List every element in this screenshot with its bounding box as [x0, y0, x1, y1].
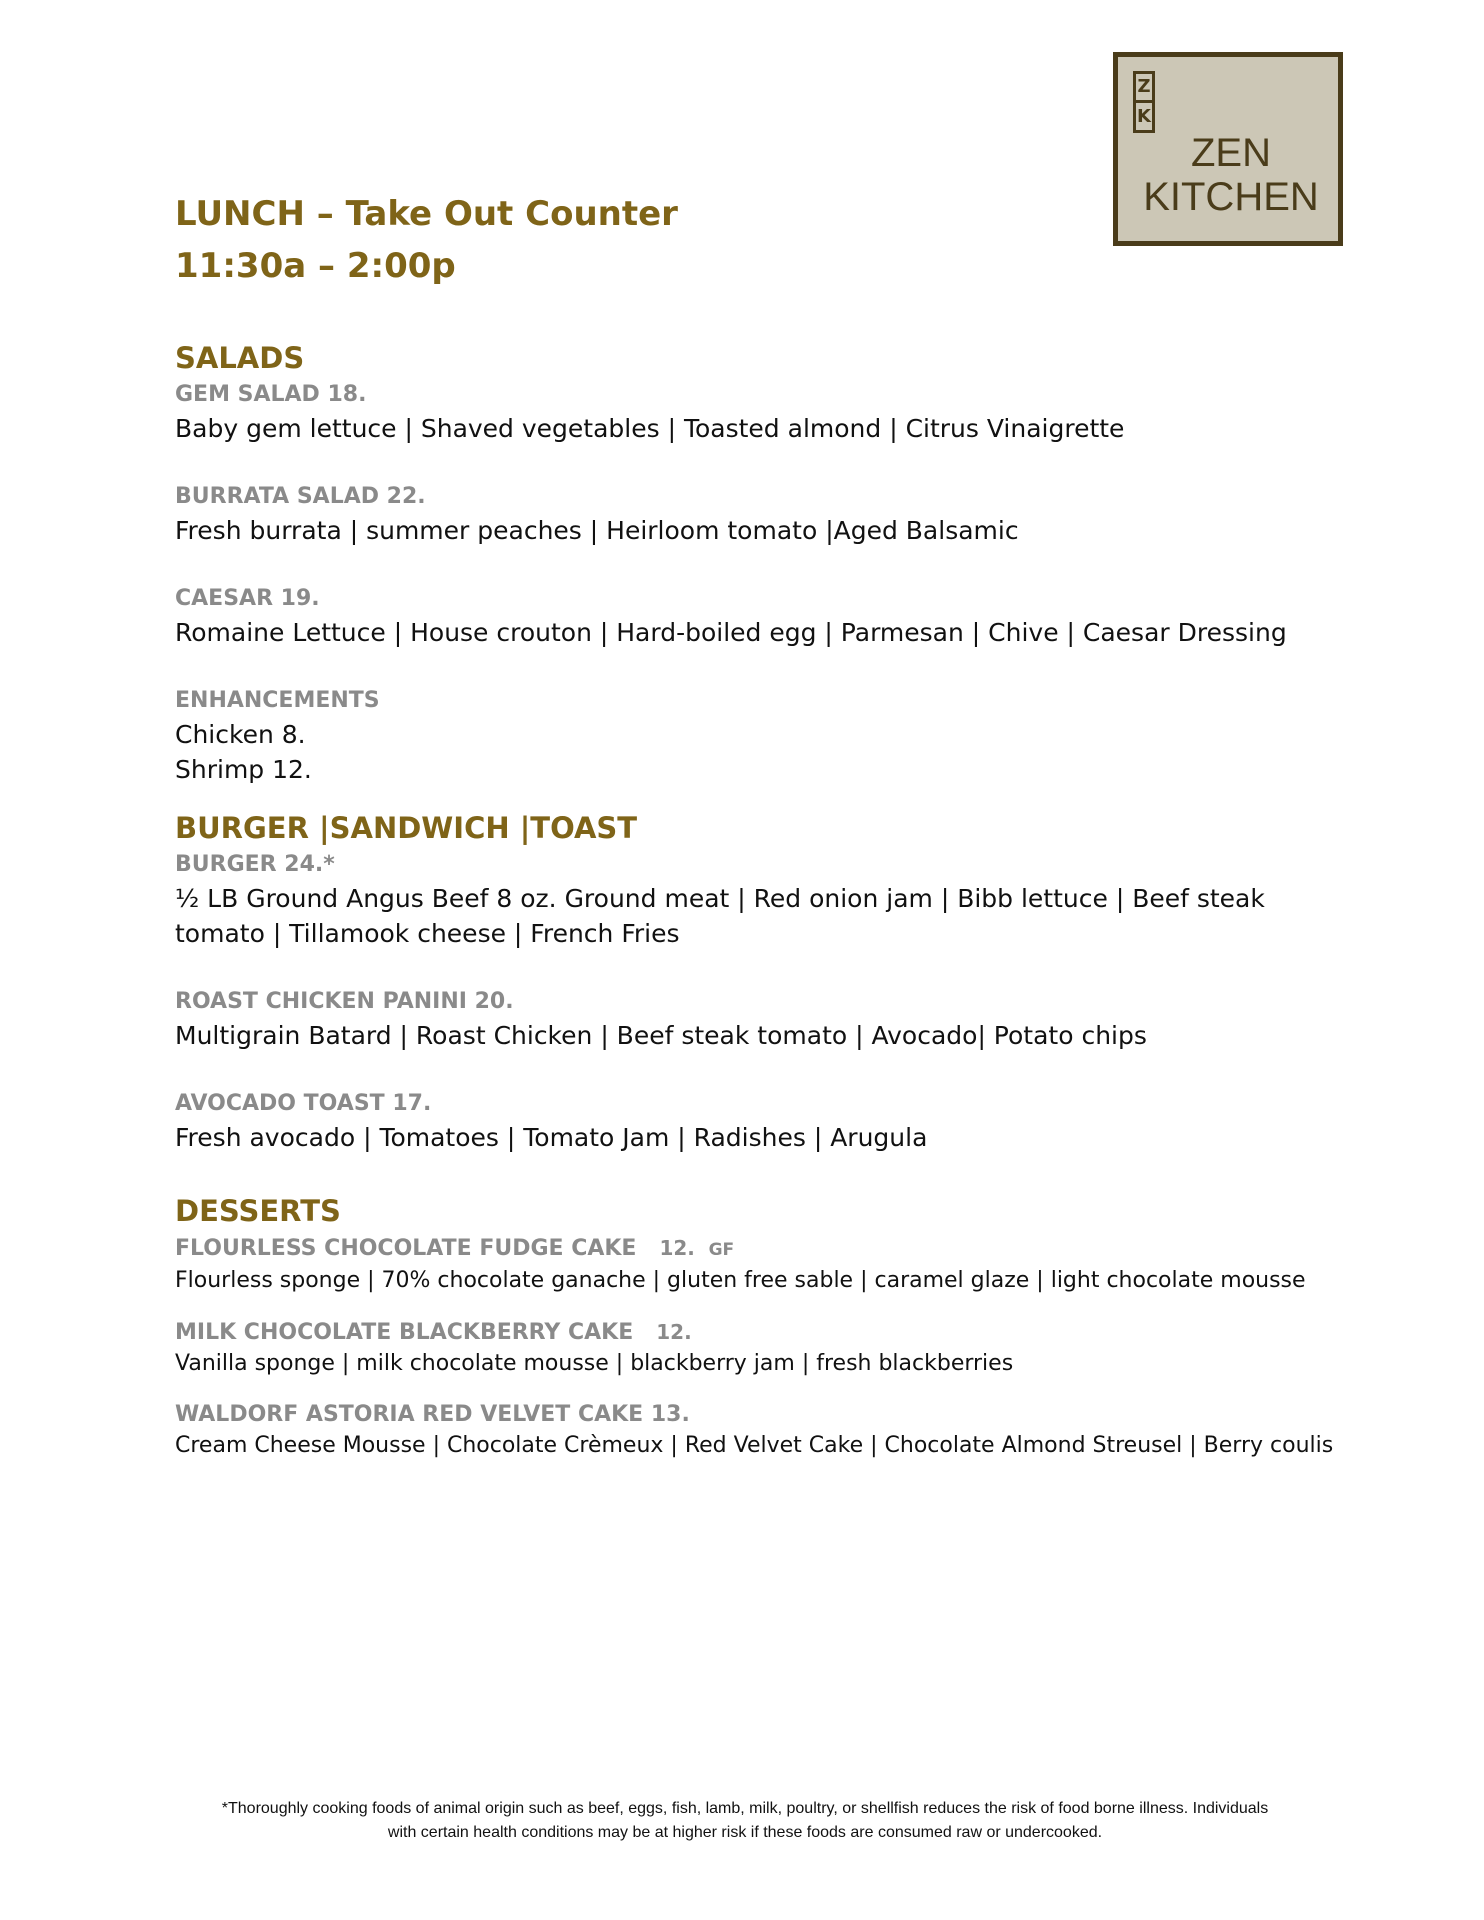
item-name-text: FLOURLESS CHOCOLATE FUDGE CAKE — [175, 1236, 637, 1261]
item-description: Vanilla sponge | milk chocolate mousse | blackberry jam | fresh blackberries — [175, 1351, 1014, 1376]
item-name: CAESAR 19. — [175, 586, 320, 611]
logo-monogram-z: Z — [1136, 74, 1152, 103]
item-description: Cream Cheese Mousse | Chocolate Crèmeux | Red Velvet Cake | Chocolate Almond Streusel | Berry coulis — [175, 1433, 1334, 1458]
item-description: Multigrain Batard | Roast Chicken | Beef steak tomato | Avocado| Potato chips — [175, 1021, 1147, 1050]
section-title-burger: BURGER |SANDWICH |TOAST — [175, 811, 638, 845]
burger-section — [175, 807, 1355, 1155]
menu-item — [175, 1316, 1355, 1379]
menu-item — [175, 583, 1355, 650]
item-name: WALDORF ASTORIA RED VELVET CAKE 13. — [175, 1402, 690, 1427]
menu-hours: 11:30a – 2:00p — [175, 246, 456, 286]
item-name — [175, 1316, 1355, 1349]
item-description: Fresh avocado | Tomatoes | Tomato Jam | Radishes | Arugula — [175, 1123, 928, 1152]
menu-content — [175, 337, 1355, 1481]
food-safety-footnote — [150, 1797, 1340, 1845]
logo-monogram — [1133, 71, 1155, 133]
zen-kitchen-logo — [1113, 52, 1343, 246]
menu-header — [175, 188, 678, 292]
item-price: 12. — [659, 1236, 695, 1260]
enhancements — [175, 685, 1355, 787]
item-description: Baby gem lettuce | Shaved vegetables | Toasted almond | Citrus Vinaigrette — [175, 414, 1125, 443]
item-name: ROAST CHICKEN PANINI 20. — [175, 989, 514, 1014]
menu-item — [175, 849, 1355, 951]
section-title-desserts: DESSERTS — [175, 1194, 341, 1228]
enhancements-title: ENHANCEMENTS — [175, 688, 380, 713]
item-name — [175, 1232, 1355, 1266]
item-name: GEM SALAD 18. — [175, 382, 367, 407]
item-name: BURRATA SALAD 22. — [175, 484, 426, 509]
logo-word-zen: ZEN — [1191, 131, 1271, 175]
menu-item — [175, 379, 1355, 446]
section-title-salads: SALADS — [175, 341, 305, 375]
item-price: 12. — [656, 1320, 692, 1344]
salads-section — [175, 337, 1355, 787]
logo-word-kitchen: KITCHEN — [1143, 175, 1319, 219]
enhancement-line: Shrimp 12. — [175, 755, 312, 784]
item-description: Fresh burrata | summer peaches | Heirloom tomato |Aged Balsamic — [175, 516, 1019, 545]
menu-item — [175, 1232, 1355, 1296]
gluten-free-tag: GF — [708, 1240, 735, 1260]
footnote-line-1: *Thoroughly cooking foods of animal origin such as beef, eggs, fish, lamb, milk, poultry, or shellfish reduces the risk of food borne illness. Individuals — [221, 1800, 1269, 1817]
logo-monogram-k: K — [1137, 106, 1151, 127]
item-name-text: MILK CHOCOLATE BLACKBERRY CAKE — [175, 1320, 634, 1345]
footnote-line-2: with certain health conditions may be at higher risk if these foods are consumed raw or undercooked. — [387, 1824, 1103, 1841]
item-name: BURGER 24.* — [175, 852, 335, 877]
item-description: Flourless sponge | 70% chocolate ganache | gluten free sable | caramel glaze | light chocolate mousse — [175, 1268, 1306, 1293]
enhancement-line: Chicken 8. — [175, 720, 306, 749]
item-description: ½ LB Ground Angus Beef 8 oz. Ground meat | Red onion jam | Bibb lettuce | Beef steak tomato | Tillamook cheese | French Fries — [175, 884, 1265, 948]
menu-item — [175, 1399, 1355, 1461]
logo-wordmark — [1136, 131, 1326, 219]
menu-item — [175, 986, 1355, 1053]
menu-item — [175, 1088, 1355, 1155]
item-name: AVOCADO TOAST 17. — [175, 1091, 432, 1116]
item-description: Romaine Lettuce | House crouton | Hard-boiled egg | Parmesan | Chive | Caesar Dressing — [175, 618, 1287, 647]
menu-title: LUNCH – Take Out Counter — [175, 194, 678, 234]
menu-item — [175, 481, 1355, 548]
desserts-section — [175, 1190, 1355, 1461]
